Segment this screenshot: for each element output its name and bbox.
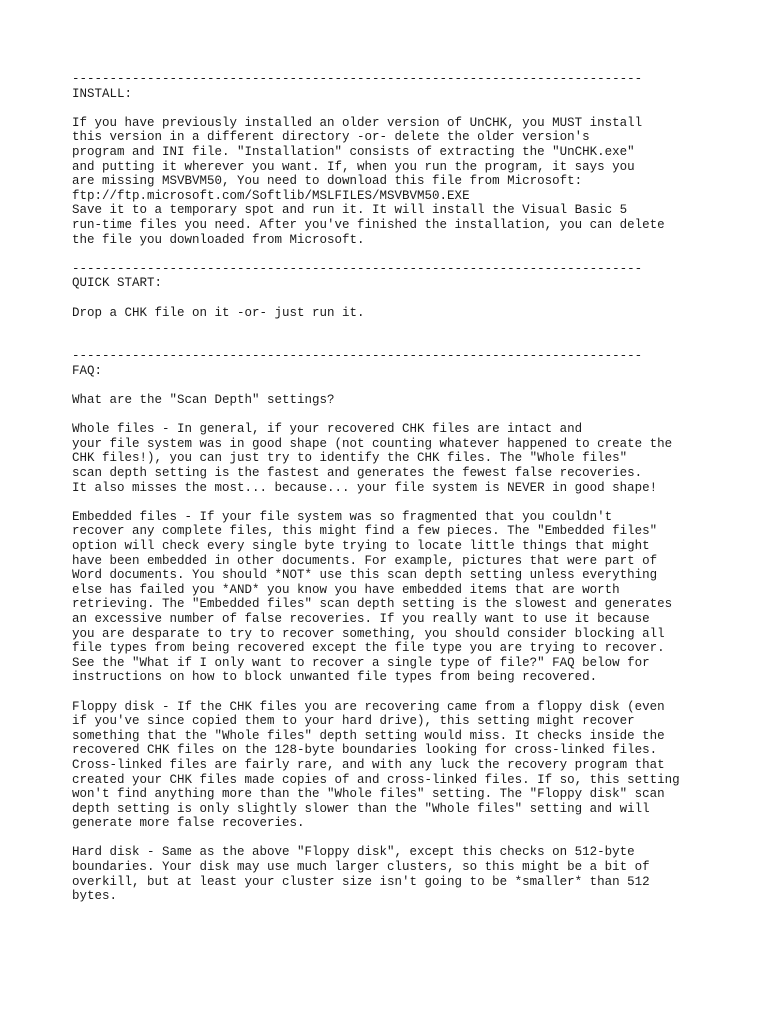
install-divider: ---------------------------------------------------------------------------- (72, 72, 643, 86)
faq-heading: FAQ: (72, 363, 103, 378)
quick-start-heading: QUICK START: (72, 276, 163, 291)
quick-start-paragraph: Drop a CHK file on it -or- just run it. (72, 305, 365, 320)
faq-question: What are the "Scan Depth" settings? (72, 393, 335, 408)
faq-answer-embedded-files: Embedded files - If your file system was so fragmented that you couldn't recover any complete files, this might find a few pieces. The "Embedded files" option will check every single byte trying to locate little things that might have been embedded in other documents. For example, pictures that were part of Word documents. You should *NOT* use this scan depth setting unless everything else has failed you *AND* you know you have embedded items that are worth retrieving. The "Embedded files" scan depth setting is the slowest and generates an excessive number of false recoveries. If you really want to use it because you are desparate to try to recover something, you should consider blocking all file types from being recovered except the file type you are trying to recover. See the "What if I only want to recover a single type of file?" FAQ below for instructions on how to block unwanted file types from being recovered. (72, 509, 673, 685)
faq-divider: ---------------------------------------------------------------------------- (72, 349, 643, 364)
document-page (72, 72, 732, 904)
faq-answer-hard-disk: Hard disk - Same as the above "Floppy disk", except this checks on 512-byte boundaries. Your disk may use much larger clusters, so this might be a bit of overkill, but at least your cluster size isn't going to be *smaller* than 512 bytes. (72, 845, 650, 904)
install-paragraph: If you have previously installed an older version of UnCHK, you MUST install this version in a different directory -or- delete the older version's program and INI file. "Installation" consists of extracting the "UnCHK.exe" and putting it wherever you want. If, when you run the program, it says you are missing MSVBVM50, You need to download this file from Microsoft: ftp://ftp.microsoft.com/Softlib/MSLFILES/MSVBVM50.EXE Save it to a temporary spot and run it. It will install the Visual Basic 5 run-time files you need. After you've finished the installation, you can delete the file you downloaded from Microsoft. (72, 115, 665, 247)
faq-answer-floppy-disk: Floppy disk - If the CHK files you are recovering came from a floppy disk (even if you've since copied them to your hard drive), this setting might recover something that the "Whole files" depth setting would miss. It checks inside the recovered CHK files on the 128-byte boundaries looking for cross-linked files. Cross-linked files are fairly rare, and with any luck the recovery program that created your CHK files made copies of and cross-linked files. If so, this setting won't find anything more than the "Whole files" setting. The "Floppy disk" scan depth setting is only slightly slower than the "Whole files" setting and will generate more false recoveries. (72, 699, 680, 831)
quick-start-divider: ---------------------------------------------------------------------------- (72, 261, 643, 276)
install-heading: INSTALL: (72, 86, 133, 101)
faq-answer-whole-files: Whole files - In general, if your recovered CHK files are intact and your file system was in good shape (not counting whatever happened to create the CHK files!), you can just try to identify the CHK files. The "Whole files" scan depth setting is the fastest and generates the fewest false recoveries. It also misses the most... because... your file system is NEVER in good shape! (72, 422, 673, 495)
